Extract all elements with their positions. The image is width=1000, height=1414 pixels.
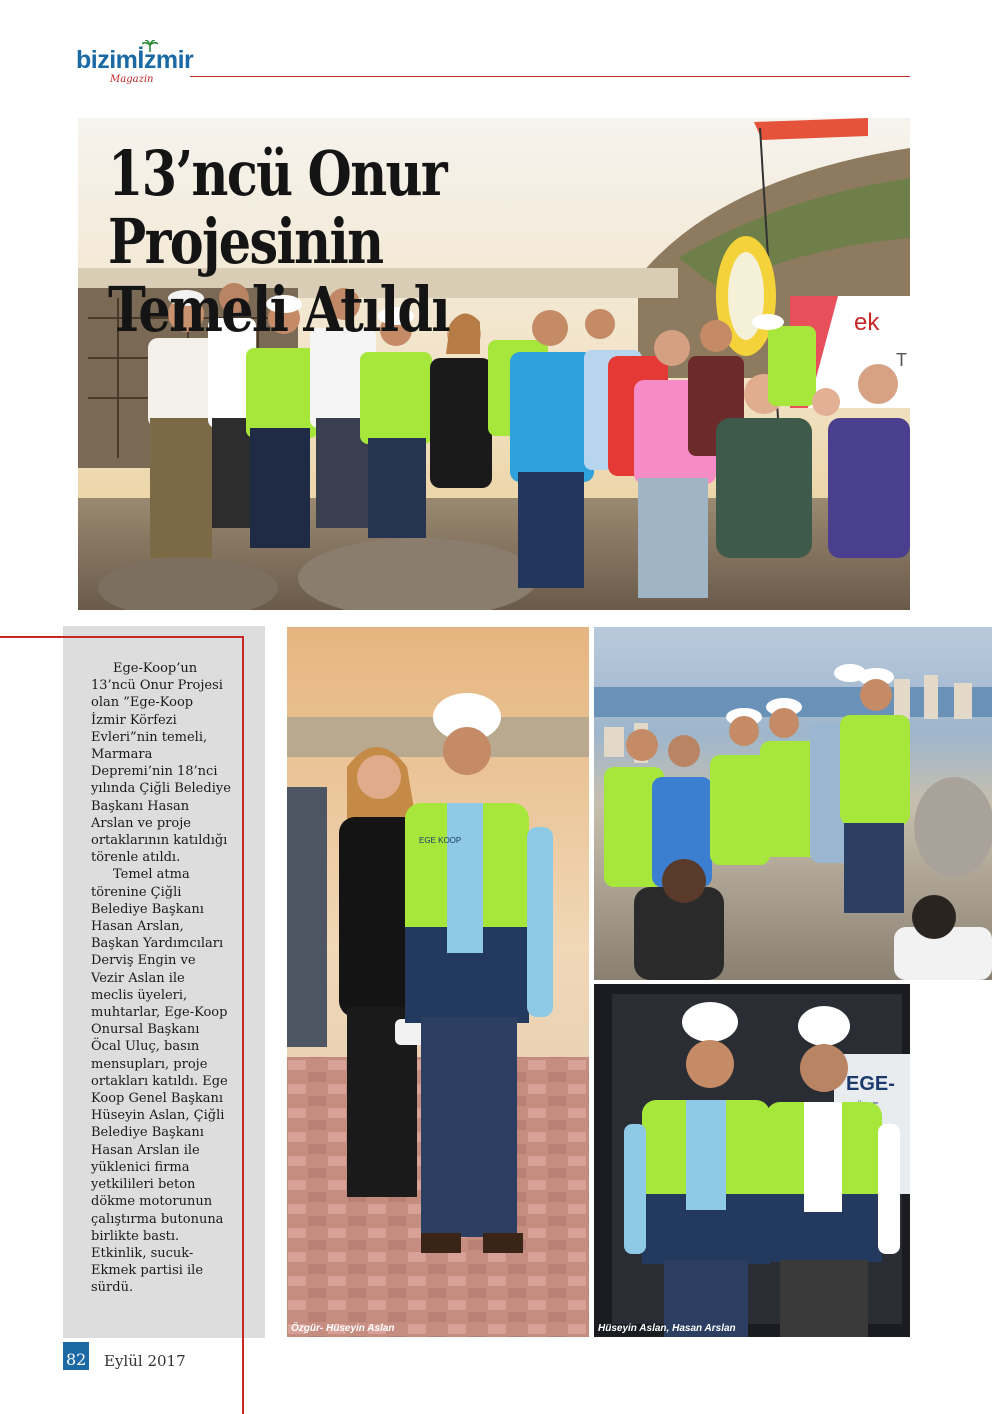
logo-section: Magazin xyxy=(110,74,154,85)
group-photo xyxy=(594,627,992,980)
article-body xyxy=(91,660,231,1297)
page-number: 82 xyxy=(66,1350,87,1369)
logo-wordmark: bizimİzmir xyxy=(76,46,194,74)
sign-text-2: T xyxy=(896,350,907,370)
sign-text: ek xyxy=(854,309,880,336)
couple-caption: Özgür- Hüseyin Aslan xyxy=(291,1323,395,1334)
issue-date: Eylül 2017 xyxy=(104,1352,186,1370)
frame-rule-top xyxy=(0,636,244,638)
magazine-logo xyxy=(76,46,206,90)
title-line-1: 13’ncü Onur Projesinin xyxy=(108,137,446,278)
paragraph: Ege-Koop’un 13’ncü Onur Projesi olan ”Ege-Koop İzmir Körfezi Evleri”nin temeli, Marmara Depremi’nin 18’nci yılında Çiğli Belediye Başkanı Hasan Arslan ve proje ortaklarının katıldığı törenle atıldı. xyxy=(91,661,231,866)
frame-rule-right xyxy=(242,636,244,1414)
couple-photo xyxy=(287,627,589,1337)
article-title xyxy=(108,137,698,346)
officials-caption: Hüseyin Aslan, Hasan Arslan xyxy=(598,1323,736,1334)
title-line-2: Temeli Atıldı xyxy=(108,273,450,346)
vest-label: EGE KOOP xyxy=(419,836,462,845)
paragraph: Temel atma törenine Çiğli Belediye Başkanı Hasan Arslan, Başkan Yardımcıları Derviş Engin ve Vezir Aslan ile meclis üyeleri, muhtarlar, Ege-Koop Onursal Başkanı Öcal Uluç, basın mensupları, proje ortakları katıldı. Ege Koop Genel Başkanı Hüseyin Aslan, Çiğli Belediye Başkanı Hasan Arslan ile yüklenici firma yetkilileri beton dökme motorunun çalıştırma butonuna birlikte bastı. Etkinlik, sucuk-Ekmek partisi ile sürdü. xyxy=(91,867,228,1296)
board-text: EGE- xyxy=(846,1073,895,1095)
header-rule xyxy=(190,76,910,77)
officials-photo xyxy=(594,984,910,1337)
